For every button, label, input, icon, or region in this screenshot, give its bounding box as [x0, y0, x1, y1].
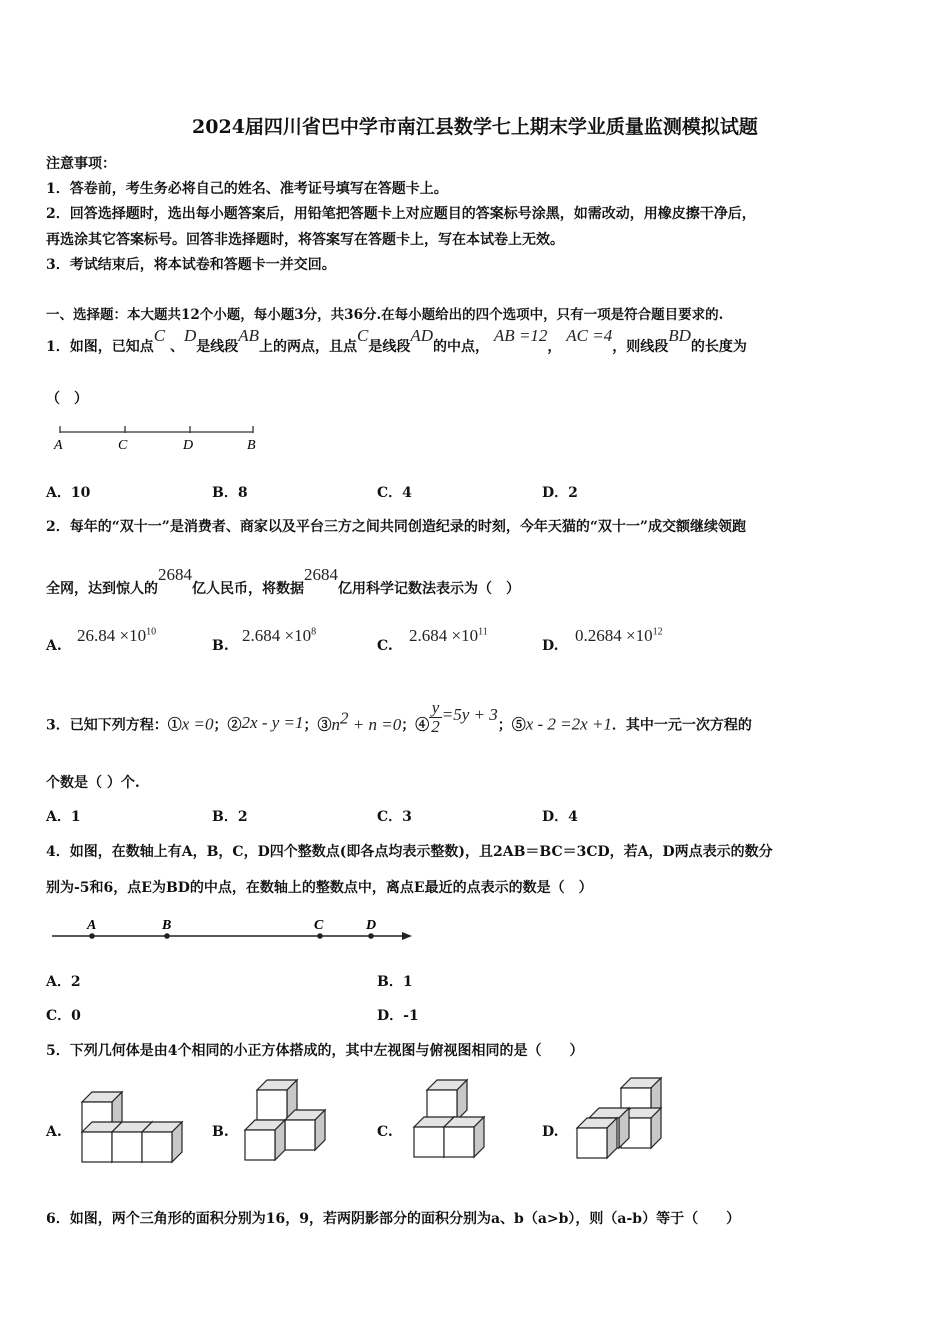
- option-c: C.: [377, 1124, 393, 1140]
- option-a-base: 26.84 ×10: [77, 626, 147, 645]
- solid-a: [82, 1092, 182, 1162]
- q3-text: ；⑤: [497, 717, 526, 734]
- q3-text: ；②: [213, 717, 242, 734]
- q3-text: 3．已知下列方程：①: [46, 717, 182, 734]
- q3-text: ；③: [303, 717, 332, 734]
- label-c: C: [118, 438, 128, 453]
- q1-text: 、: [169, 339, 184, 355]
- notice-item-2: 2．回答选择题时，选出每小题答案后，用铅笔把答题卡上对应题目的答案标号涂黑，如需改动，用橡皮擦干净后，: [46, 206, 756, 222]
- notice-item-3: 3．考试结束后，将本试卷和答题卡一并交回。: [46, 257, 336, 273]
- page-title: 2024届四川省巴中学市南江县数学七上期末学业质量监测模拟试题: [192, 116, 758, 138]
- option-b: B．1: [377, 974, 413, 990]
- point-d: D: [183, 326, 197, 345]
- equation-3-var: n: [331, 714, 341, 734]
- q1-text: 的长度为: [690, 339, 747, 355]
- question-4: 4．如图，在数轴上有A，B，C，D四个整数点(即各点均表示整数)，且2AB＝BC＝3CD，若A，D两点表示的数分: [46, 844, 773, 860]
- option-a: A.: [46, 1124, 62, 1140]
- option-c: C．4: [377, 485, 412, 501]
- option-b: B．8: [212, 485, 248, 501]
- section-heading: 一、选择题：本大题共12个小题，每小题3分，共36分.在每小题给出的四个选项中，只有一项是符合题目要求的.: [46, 307, 724, 323]
- equation-3-exponent: 2: [340, 708, 349, 727]
- point-c: C: [153, 326, 166, 345]
- fraction-denominator: 2: [431, 717, 440, 737]
- option-d: D．2: [542, 485, 578, 501]
- notice-item-1: 1．答卷前，考生务必将自己的姓名、准考证号填写在答题卡上。: [46, 181, 448, 197]
- segment-ab: AB: [238, 326, 260, 345]
- question-5: 5．下列几何体是由4个相同的小正方体搭成的，其中左视图与俯视图相同的是（ ）: [46, 1043, 584, 1059]
- option-a-exponent: 10: [146, 626, 157, 638]
- equation-1: x =0: [181, 714, 214, 734]
- q1-text: 是线段: [368, 339, 411, 355]
- label-d: D: [183, 438, 194, 453]
- q1-text: 上的两点，且点: [259, 339, 358, 355]
- label-a: A: [54, 438, 63, 453]
- question-6: 6．如图，两个三角形的面积分别为16，9，若两阴影部分的面积分别为a、b（a>b），则（a-b）等于（ ）: [46, 1211, 741, 1227]
- q1-text: ，: [547, 339, 562, 355]
- fraction-numerator: y: [429, 699, 442, 718]
- notice-item-2-cont: 再选涂其它答案标号。回答非选择题时，将答案写在答题卡上，写在本试卷上无效。: [46, 232, 564, 248]
- solid-d: [577, 1078, 661, 1158]
- number-2684: 2684: [158, 565, 192, 584]
- option-c: C．3: [377, 809, 412, 825]
- option-a: A．2: [46, 974, 81, 990]
- question-4-cont: 别为-5和6，点E为BD的中点，在数轴上的整数点中，离点E最近的点表示的数是（ ）: [46, 880, 593, 896]
- option-c: C．0: [46, 1008, 81, 1024]
- q2-text: 亿人民币，将数据: [192, 581, 304, 597]
- option-b: B.: [212, 1124, 229, 1140]
- equation-4: =5y + 3: [441, 704, 498, 724]
- option-c: C.: [377, 638, 393, 654]
- question-3-cont: 个数是（ ）个.: [46, 775, 140, 791]
- option-b: B．2: [212, 809, 248, 825]
- option-b: B.: [212, 638, 229, 654]
- q3-text: ．其中一元一次方程的: [611, 717, 752, 734]
- option-d: D．-1: [377, 1008, 419, 1024]
- option-c-base: 2.684 ×10: [409, 626, 479, 645]
- segment-ad: AD: [410, 326, 434, 345]
- option-d: D.: [542, 1124, 559, 1140]
- point-c-label: C: [314, 918, 324, 933]
- equation-ab: AB =12: [493, 326, 548, 345]
- q1-text: 的中点，: [433, 339, 490, 355]
- equation-3-rest: + n =0: [348, 714, 402, 734]
- option-d-base: 0.2684 ×10: [575, 626, 653, 645]
- equation-5: x - 2 =2x +1: [525, 714, 612, 734]
- question-2: 2．每年的“双十一”是消费者、商家以及平台三方之间共同创造纪录的时刻，今年天猫的“双十一”成交额继续领跑: [46, 519, 746, 535]
- option-b-base: 2.684 ×10: [242, 626, 312, 645]
- q1-text: ，则线段: [612, 339, 669, 355]
- solid-c: [414, 1080, 484, 1157]
- label-b: B: [247, 438, 256, 453]
- option-d: D.: [542, 638, 559, 654]
- q1-text: 是线段: [196, 339, 239, 355]
- q1-text: 1．如图，已知点: [46, 339, 154, 355]
- notice-heading: 注意事项：: [46, 156, 116, 172]
- q2-text: 全网，达到惊人的: [46, 581, 158, 597]
- option-c-exponent: 11: [478, 626, 488, 638]
- option-a: A.: [46, 638, 62, 654]
- option-b-exponent: 8: [311, 626, 317, 638]
- q3-text: ；④: [401, 717, 430, 734]
- point-d-label: D: [366, 918, 377, 933]
- option-d-exponent: 12: [652, 626, 663, 638]
- point-b-label: B: [162, 918, 172, 933]
- equation-ac: AC =4: [566, 326, 613, 345]
- point-a-label: A: [87, 918, 97, 933]
- option-a: A．10: [46, 485, 91, 501]
- q2-text: 亿用科学记数法表示为（ ）: [338, 581, 520, 597]
- solid-b: [245, 1080, 325, 1160]
- option-a: A．1: [46, 809, 81, 825]
- number-2684: 2684: [304, 565, 338, 584]
- option-d: D．4: [542, 809, 578, 825]
- answer-paren: （ ）: [46, 391, 88, 407]
- equation-2: 2x - y =1: [241, 712, 304, 732]
- segment-bd: BD: [668, 326, 691, 345]
- point-c: C: [357, 326, 369, 345]
